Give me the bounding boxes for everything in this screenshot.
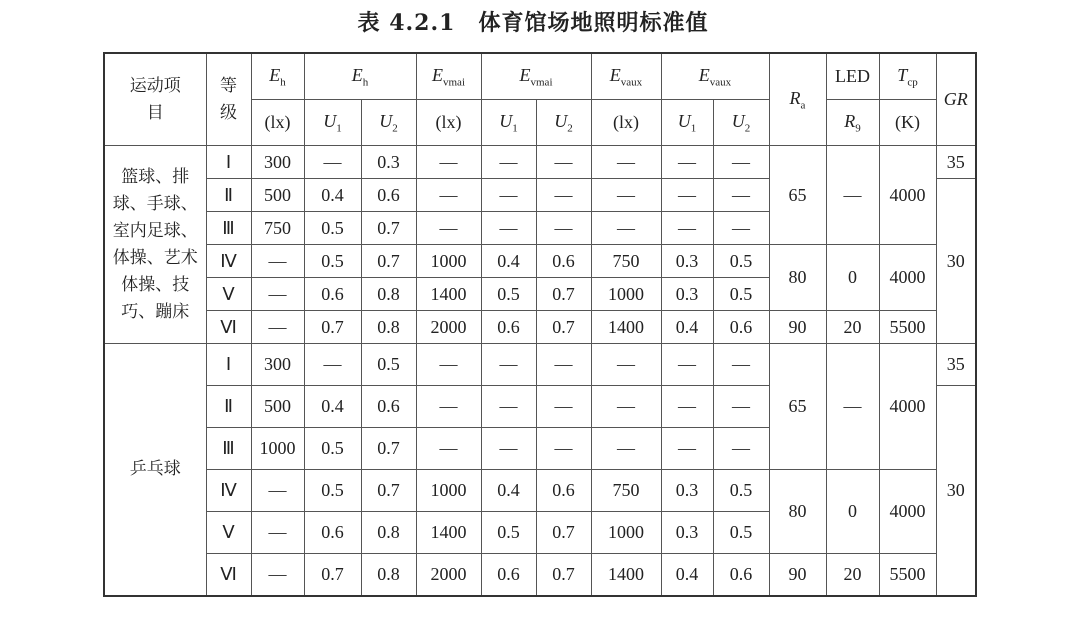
tcp-value: 4000 (879, 245, 936, 311)
value-cell: — (251, 512, 304, 554)
header-lx: (lx) (251, 100, 304, 146)
led-r9-value: 20 (826, 554, 879, 597)
header-r9: $R_9$ (826, 100, 879, 146)
value-cell: 0.6 (481, 311, 536, 344)
value-cell: — (661, 428, 713, 470)
value-cell: 0.7 (536, 278, 591, 311)
level-cell: Ⅳ (206, 245, 251, 278)
value-cell: 1000 (251, 428, 304, 470)
value-cell: — (713, 428, 769, 470)
value-cell: 750 (251, 212, 304, 245)
value-cell: — (481, 212, 536, 245)
value-cell: 0.8 (361, 554, 416, 597)
value-cell: 0.6 (304, 278, 361, 311)
value-cell: — (536, 344, 591, 386)
value-cell: — (661, 344, 713, 386)
value-cell: 1000 (591, 512, 661, 554)
value-cell: 300 (251, 146, 304, 179)
level-cell: Ⅳ (206, 470, 251, 512)
header-tcp: $T_{cp}$ (879, 53, 936, 100)
ra-value: 90 (769, 554, 826, 597)
header-led: LED (826, 53, 879, 100)
value-cell: — (591, 344, 661, 386)
value-cell: 0.6 (713, 311, 769, 344)
value-cell: — (591, 386, 661, 428)
value-cell: 0.5 (713, 245, 769, 278)
value-cell: 0.4 (481, 245, 536, 278)
value-cell: 1400 (591, 311, 661, 344)
value-cell: — (713, 212, 769, 245)
value-cell: — (713, 386, 769, 428)
header-u1: $U_1$ (661, 100, 713, 146)
value-cell: 0.8 (361, 512, 416, 554)
value-cell: — (661, 212, 713, 245)
value-cell: 0.5 (713, 470, 769, 512)
ra-value: 65 (769, 344, 826, 470)
header-u1: $U_1$ (481, 100, 536, 146)
led-r9-value: — (826, 146, 879, 245)
value-cell: 1000 (416, 245, 481, 278)
ra-value: 80 (769, 470, 826, 554)
value-cell: 0.3 (661, 245, 713, 278)
value-cell: 1000 (416, 470, 481, 512)
level-cell: Ⅵ (206, 311, 251, 344)
value-cell: — (536, 212, 591, 245)
table-title: 表 4.2.1 体育馆场地照明标准值 (357, 10, 709, 36)
header-evaux: $E_{vaux}$ (591, 53, 661, 100)
header-ra: $R_a$ (769, 53, 826, 146)
led-r9-value: — (826, 344, 879, 470)
ra-value: 90 (769, 311, 826, 344)
level-cell: Ⅰ (206, 146, 251, 179)
value-cell: 0.6 (713, 554, 769, 597)
header-lx: (lx) (591, 100, 661, 146)
value-cell: 0.4 (304, 179, 361, 212)
value-cell: — (661, 386, 713, 428)
gr-value: 35 (936, 344, 976, 386)
header-u2: $U_2$ (536, 100, 591, 146)
value-cell: — (416, 212, 481, 245)
value-cell: 750 (591, 470, 661, 512)
gr-value: 30 (936, 179, 976, 344)
value-cell: 0.7 (536, 512, 591, 554)
header-level: 等级 (206, 53, 251, 146)
value-cell: 0.3 (361, 146, 416, 179)
value-cell: 500 (251, 179, 304, 212)
value-cell: 500 (251, 386, 304, 428)
value-cell: 0.6 (481, 554, 536, 597)
ra-value: 65 (769, 146, 826, 245)
header-evmai: $E_{vmai}$ (416, 53, 481, 100)
value-cell: — (416, 179, 481, 212)
value-cell: — (251, 278, 304, 311)
header-u2: $U_2$ (713, 100, 769, 146)
table-row (104, 245, 976, 278)
tcp-value: 5500 (879, 311, 936, 344)
value-cell: — (536, 146, 591, 179)
sport-name: 篮球、排球、手球、室内足球、体操、艺术体操、技巧、蹦床 (104, 146, 206, 344)
value-cell: — (591, 179, 661, 212)
header-sport: 运动项目 (104, 53, 206, 146)
header-u2: $U_2$ (361, 100, 416, 146)
value-cell: 0.7 (361, 245, 416, 278)
value-cell: 300 (251, 344, 304, 386)
value-cell: — (304, 146, 361, 179)
value-cell: — (251, 554, 304, 597)
ra-value: 80 (769, 245, 826, 311)
value-cell: 0.8 (361, 278, 416, 311)
gr-value: 35 (936, 146, 976, 179)
value-cell: 0.6 (536, 245, 591, 278)
header-gr: GR (936, 53, 976, 146)
value-cell: 0.5 (304, 428, 361, 470)
value-cell: — (416, 428, 481, 470)
table-row (104, 146, 976, 179)
value-cell: 1000 (591, 278, 661, 311)
tcp-value: 4000 (879, 344, 936, 470)
value-cell: — (481, 428, 536, 470)
value-cell: — (713, 344, 769, 386)
header-row-1 (104, 53, 976, 100)
level-cell: Ⅵ (206, 554, 251, 597)
level-cell: Ⅴ (206, 512, 251, 554)
value-cell: 0.7 (536, 554, 591, 597)
value-cell: 2000 (416, 554, 481, 597)
value-cell: — (251, 470, 304, 512)
value-cell: 2000 (416, 311, 481, 344)
table-row (104, 311, 976, 344)
value-cell: 750 (591, 245, 661, 278)
value-cell: 0.6 (304, 512, 361, 554)
value-cell: — (481, 386, 536, 428)
value-cell: 0.5 (713, 278, 769, 311)
level-cell: Ⅱ (206, 386, 251, 428)
level-cell: Ⅴ (206, 278, 251, 311)
value-cell: 0.5 (304, 245, 361, 278)
value-cell: 1400 (416, 512, 481, 554)
value-cell: 0.6 (361, 179, 416, 212)
level-cell: Ⅱ (206, 179, 251, 212)
value-cell: — (661, 146, 713, 179)
value-cell: 0.7 (361, 470, 416, 512)
value-cell: — (591, 212, 661, 245)
value-cell: 1400 (591, 554, 661, 597)
value-cell: — (591, 146, 661, 179)
tcp-value: 4000 (879, 146, 936, 245)
value-cell: 0.7 (536, 311, 591, 344)
header-evaux-uniformity: $E_{vaux}$ (661, 53, 769, 100)
value-cell: 0.4 (481, 470, 536, 512)
value-cell: 0.5 (304, 470, 361, 512)
gr-value: 30 (936, 386, 976, 597)
value-cell: 0.6 (536, 470, 591, 512)
value-cell: 0.5 (304, 212, 361, 245)
header-k: (K) (879, 100, 936, 146)
value-cell: — (591, 428, 661, 470)
value-cell: 0.6 (361, 386, 416, 428)
value-cell: — (416, 344, 481, 386)
value-cell: — (536, 179, 591, 212)
value-cell: 0.7 (304, 554, 361, 597)
led-r9-value: 0 (826, 245, 879, 311)
value-cell: 0.7 (361, 212, 416, 245)
value-cell: — (416, 146, 481, 179)
value-cell: 0.3 (661, 470, 713, 512)
level-cell: Ⅰ (206, 344, 251, 386)
value-cell: — (481, 179, 536, 212)
value-cell: 0.5 (713, 512, 769, 554)
value-cell: 0.3 (661, 278, 713, 311)
value-cell: 0.5 (481, 278, 536, 311)
value-cell: 1400 (416, 278, 481, 311)
led-r9-value: 20 (826, 311, 879, 344)
value-cell: — (661, 179, 713, 212)
level-cell: Ⅲ (206, 428, 251, 470)
value-cell: 0.8 (361, 311, 416, 344)
led-r9-value: 0 (826, 470, 879, 554)
header-eh-uniformity: $E_h$ (304, 53, 416, 100)
table-row (104, 470, 976, 512)
value-cell: 0.5 (481, 512, 536, 554)
value-cell: 0.4 (304, 386, 361, 428)
header-evmai-uniformity: $E_{vmai}$ (481, 53, 591, 100)
value-cell: — (251, 245, 304, 278)
value-cell: — (713, 179, 769, 212)
value-cell: — (251, 311, 304, 344)
header-lx: (lx) (416, 100, 481, 146)
value-cell: 0.5 (361, 344, 416, 386)
value-cell: — (536, 428, 591, 470)
value-cell: — (713, 146, 769, 179)
table-row (104, 344, 976, 386)
lighting-standards-table (103, 52, 977, 597)
tcp-value: 4000 (879, 470, 936, 554)
value-cell: 0.7 (304, 311, 361, 344)
value-cell: — (481, 344, 536, 386)
value-cell: — (536, 386, 591, 428)
value-cell: 0.4 (661, 311, 713, 344)
table-row (104, 554, 976, 597)
value-cell: — (304, 344, 361, 386)
header-u1: $U_1$ (304, 100, 361, 146)
value-cell: — (416, 386, 481, 428)
value-cell: — (481, 146, 536, 179)
header-eh: $E_h$ (251, 53, 304, 100)
tcp-value: 5500 (879, 554, 936, 597)
sport-name: 乒乓球 (104, 344, 206, 597)
value-cell: 0.7 (361, 428, 416, 470)
level-cell: Ⅲ (206, 212, 251, 245)
value-cell: 0.3 (661, 512, 713, 554)
value-cell: 0.4 (661, 554, 713, 597)
